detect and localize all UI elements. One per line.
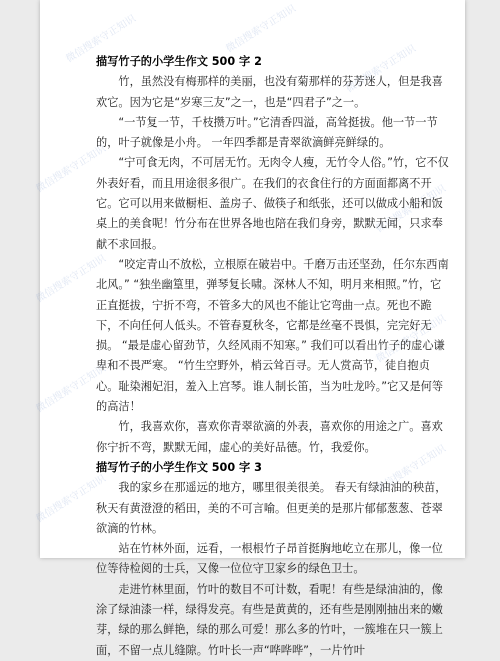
watermark-text: 微信搜索守正知识 xyxy=(374,313,448,366)
essay-2-paragraph: 竹，我喜欢你，喜欢你青翠欲滴的外表，喜欢你的用途之广。喜欢你宁折不弯，默默无闻，虚心的美好品德。竹，我爱你。 xyxy=(96,420,443,454)
watermark-text: 微信搜索守正知识 xyxy=(34,363,108,416)
essay-2-title: 描写竹子的小学生作文 500 字 2 xyxy=(96,55,262,68)
watermark-text: 微信搜索守正知识 xyxy=(34,473,108,526)
document-page xyxy=(34,0,465,657)
watermark-text: 微信搜索守正知识 xyxy=(34,143,108,196)
essay-3-paragraph: 我的家乡在那遥远的地方，哪里很美很美。 春天有绿油油的秧苗，秋天有黄澄澄的稻田，美的不可言喻。但更美的是那片郁郁葱葱、苍翠欲滴的竹林。 xyxy=(96,481,447,535)
essay-2-paragraph: 竹，虽然没有梅那样的美丽，也没有菊那样的芬芳迷人，但是我喜欢它。因为它是“岁寒三友”之一，也是“四君子”之一。 xyxy=(96,75,443,109)
essay-2-paragraph: “一节复一节，千枝攒万叶。”它清香四溢，高耸挺拔。他一节一节的，叶子就像是小舟。 一年四季都是青翠欲滴鲜亮鲜绿的。 xyxy=(96,115,438,150)
essay-2-paragraph: “咬定青山不放松，立根原在破岩中。千磨万击还坚劲，任尔东西南北风。” “独坐幽篁里，弹琴复长啸。深林人不知，明月来相照。”竹，它正直挺拔，宁折不弯，不管多大的风也不能让它弯曲一点。死也不跪下，不向任何人低头。不管春夏秋冬，它都是丝毫不畏惧，完完好无损。 “最是虚心留劲节，久经风雨不知寒。” 我们可以看出竹子的虚心谦卑和不畏严寒。 “竹生空野外，梢云耸百寻。无人赏高节，徒自抱贞心。耻染湘妃泪，羞入上宫琴。谁人制长笛，当为吐龙吟。”它又是何等的高洁！ xyxy=(96,257,449,414)
essay-3-title: 描写竹子的小学生作文 500 字 3 xyxy=(96,460,262,474)
watermark-text: 微信搜索守正知识 xyxy=(224,3,298,56)
watermark-text: 微信搜索守正知识 xyxy=(344,43,418,96)
watermark-text: 微信搜索守正知识 xyxy=(34,253,108,306)
watermark-text: 微信搜索守正知识 xyxy=(374,443,448,496)
essay-3-paragraph: 走进竹林里面，竹叶的数目不可计数，看呢！有些是绿油油的，像涂了绿油漆一样，绿得发亮。有些是黄黄的，还有些是刚刚抽出来的嫩芽，绿的那么鲜艳，绿的那么可爱！那么多的竹叶，一簇堆在只一簇上面，不留一点儿缝隙。竹叶长一声“哗哗哗”，一片竹叶 xyxy=(96,582,443,657)
essay-3-paragraph: 站在竹林外面，远看，一根根竹子昂首挺胸地屹立在那儿，像一位位等待检阅的士兵，又像一位位守卫家乡的绿色卫士。 xyxy=(96,542,443,576)
watermark-text: 微信搜索守正知识 xyxy=(64,13,138,66)
document-body xyxy=(96,52,452,661)
essay-2-paragraph: “宁可食无肉，不可居无竹。无肉令人瘦，无竹令人俗。”竹，它不仅外表好看，而且用途很多很广。在我们的衣食住行的方面面都离不开它。它可以用来做橱柜、盖房子、做筷子和纸张，还可以做成小船和饭桌上的美食呢！竹分布在世界各地也陪在我们身旁，默默无闻，只求奉献不求回报。 xyxy=(96,156,449,251)
watermark-text: 微信搜索守正知识 xyxy=(374,183,448,236)
